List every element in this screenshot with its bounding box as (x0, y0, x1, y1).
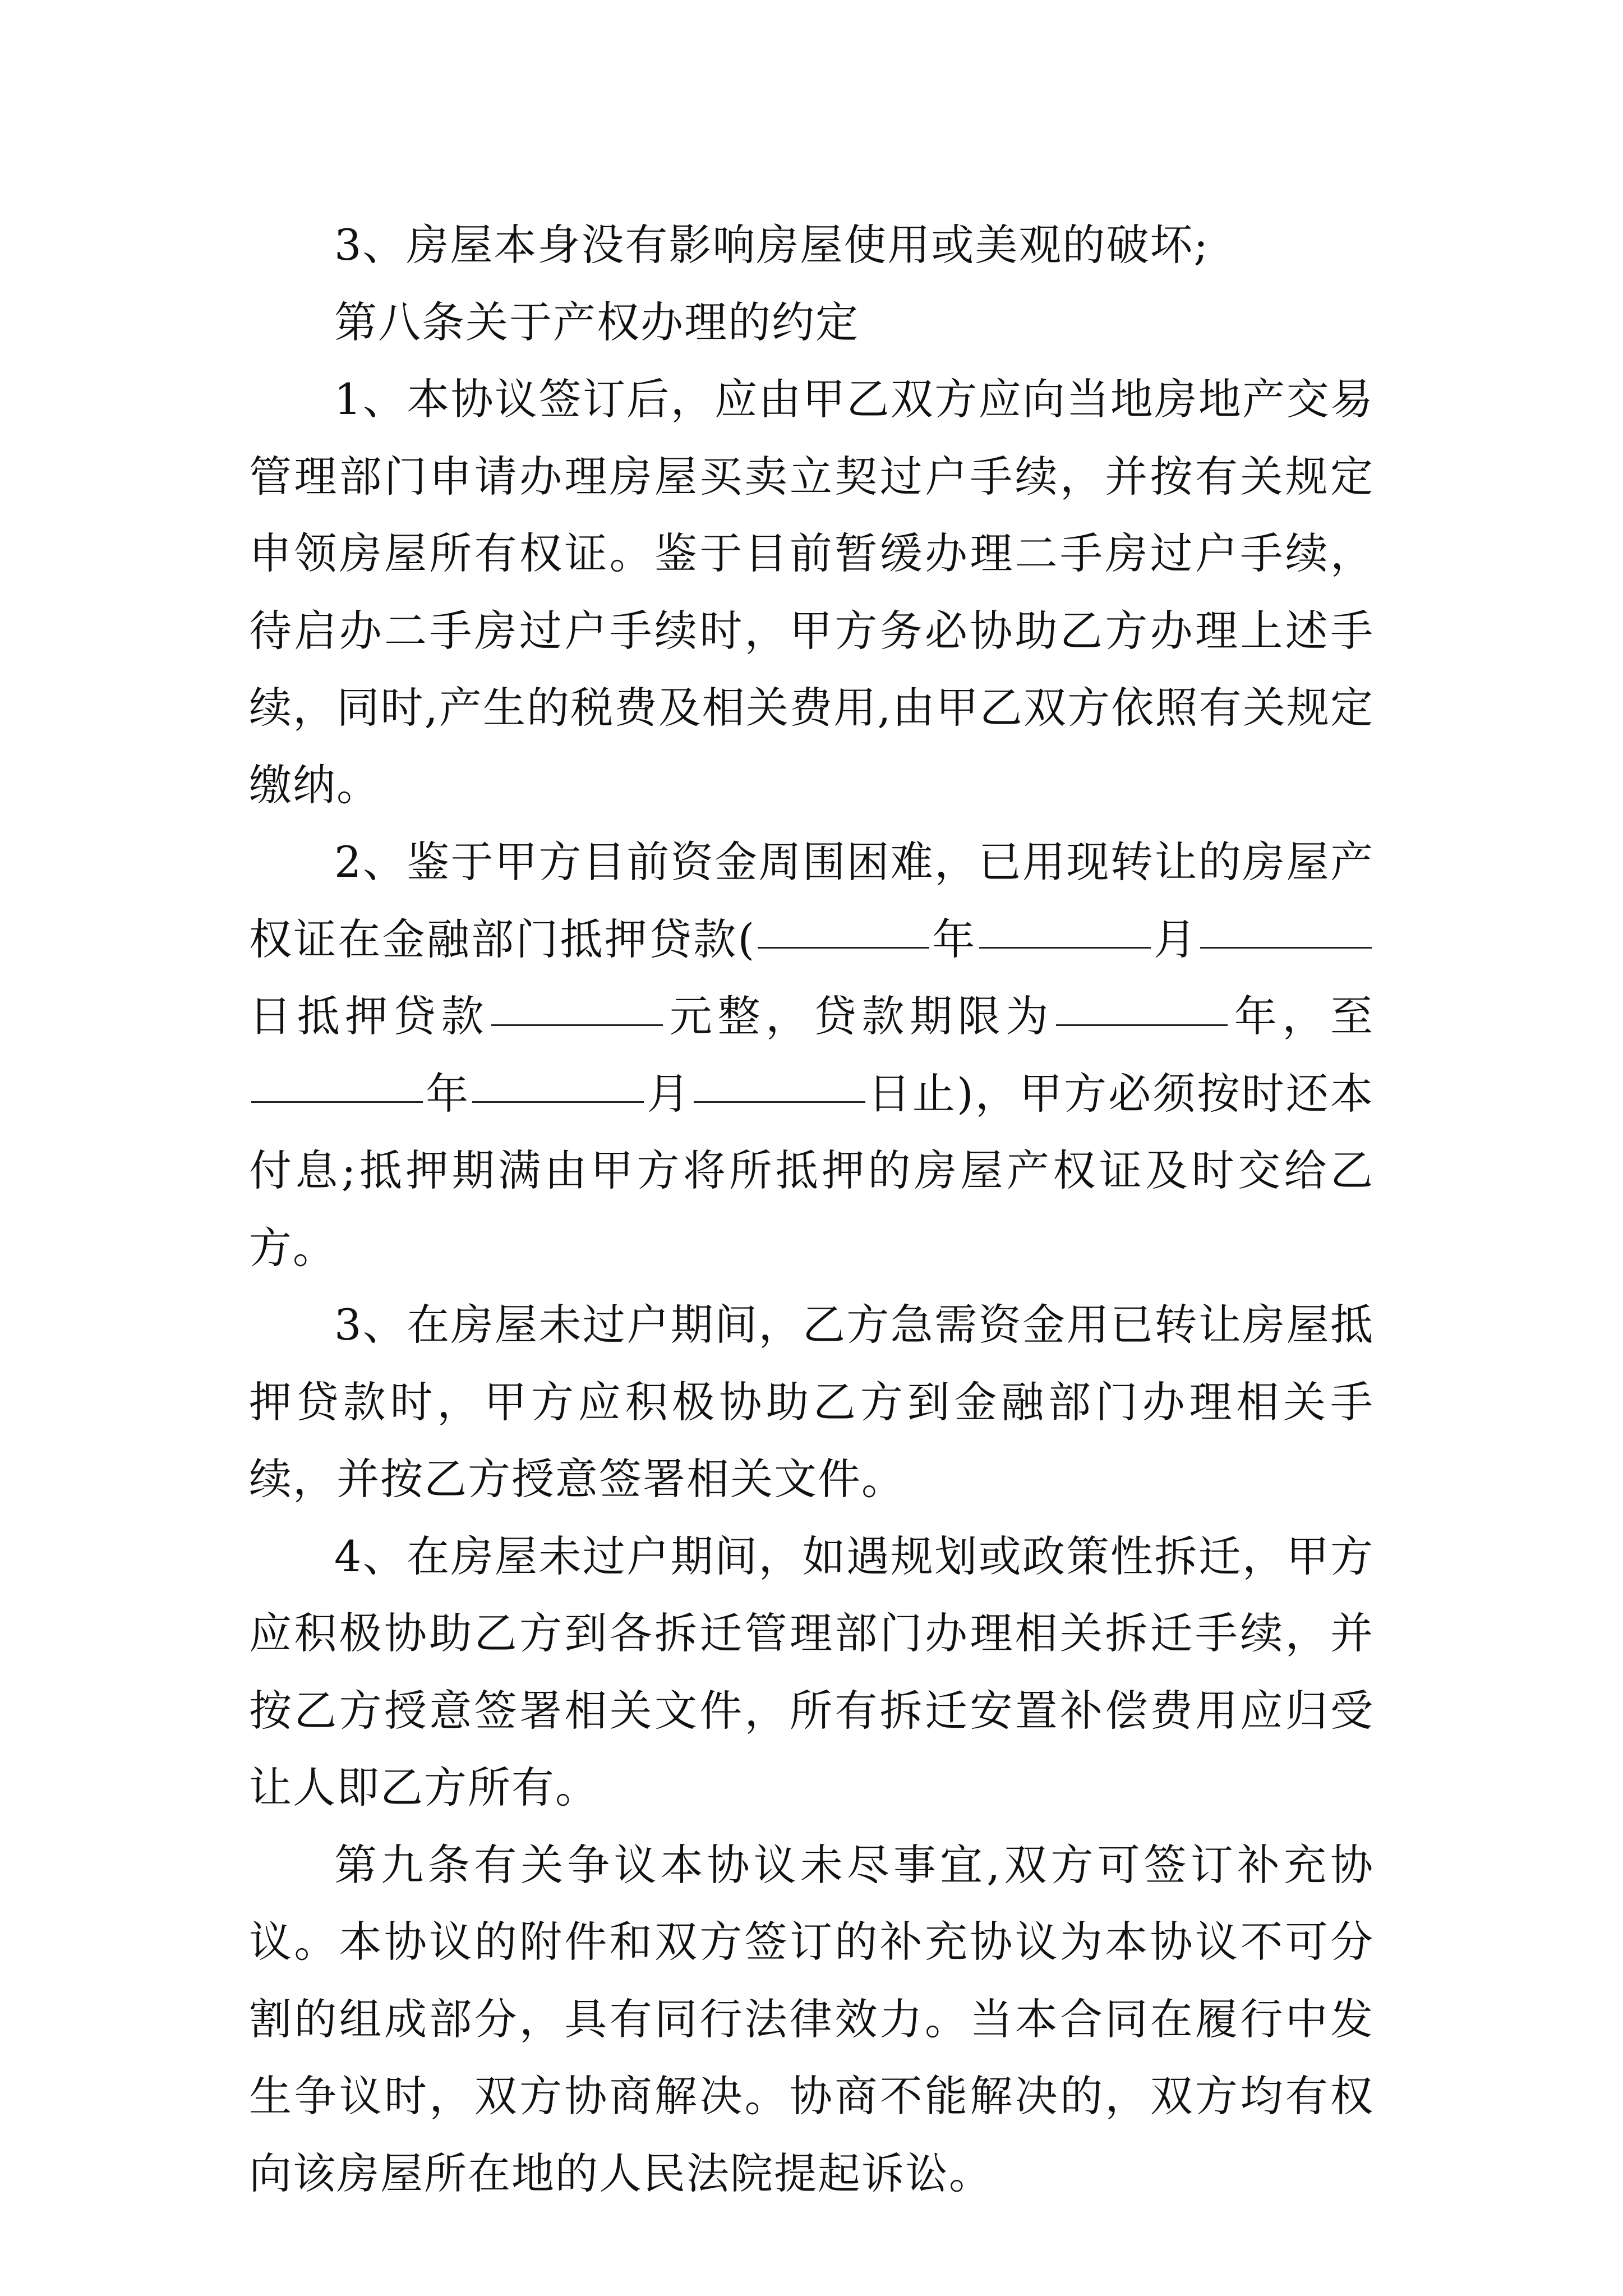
mortgage-text-8: 月 (646, 1068, 691, 1119)
paragraph-item-3-damage: 3、房屋本身没有影响房屋使用或美观的破坏; (334, 220, 1209, 270)
mortgage-text-4: 日抵押贷款 (249, 991, 490, 1041)
blank-field-end-month (472, 1101, 644, 1103)
article-9-disputes: 第九条有关争议本协议未尽事宜,双方可签订补充协议。本协议的附件和双方签订的补充协议为本协议不可分割的组成部分，具有同行法律效力。当本合同在履行中发生争议时，双方协商解决。协商不能解决的，双方均有权向该房屋所在地的人民法院提起诉讼。 (249, 1839, 1374, 2198)
mortgage-text-2: 年 (932, 914, 977, 964)
blank-field-loan-year (758, 947, 929, 949)
mortgage-text-3: 月 (1152, 914, 1198, 964)
blank-field-end-day (694, 1101, 865, 1103)
blank-field-loan-month (979, 947, 1151, 949)
paragraph-item-3-loan: 3、在房屋未过户期间，乙方急需资金用已转让房屋抵押贷款时，甲方应积极协助乙方到金融部门办理相关手续，并按乙方授意签署相关文件。 (249, 1300, 1374, 1504)
mortgage-text-5: 元整，贷款期限为 (665, 991, 1054, 1041)
blank-field-end-year (251, 1101, 423, 1103)
mortgage-text-6: 年，至 (1230, 991, 1375, 1041)
paragraph-item-2-mortgage (249, 823, 1374, 1286)
blank-field-loan-day (1200, 947, 1372, 949)
article-8-heading: 第八条关于产权办理的约定 (334, 297, 859, 347)
paragraph-item-4-demolition: 4、在房屋未过户期间，如遇规划或政策性拆迁，甲方应积极协助乙方到各拆迁管理部门办理相关拆迁手续，并按乙方授意签署相关文件，所有拆迁安置补偿费用应归受让人即乙方所有。 (249, 1531, 1374, 1812)
paragraph-item-1-transfer: 1、本协议签订后，应由甲乙双方应向当地房地产交易管理部门申请办理房屋买卖立契过户手续，并按有关规定申领房屋所有权证。鉴于目前暂缓办理二手房过户手续，待启办二手房过户手续时，甲方务必协助乙方办理上述手续，同时,产生的税费及相关费用,由甲乙双方依照有关规定缴纳。 (249, 374, 1374, 810)
mortgage-text-7: 年 (425, 1068, 471, 1119)
document-body (249, 206, 1374, 2212)
mortgage-text-9: 日止)，甲方必须按时还本付息;抵押期满由甲方将所抵押的房屋产权证及时交给乙方。 (249, 1068, 1375, 1273)
blank-field-term-years (1056, 1024, 1228, 1026)
mortgage-text-1: 2、鉴于甲方目前资金周围困难，已用现转让的房屋产权证在金融部门抵押贷款( (249, 837, 1374, 964)
blank-field-loan-amount (491, 1024, 663, 1026)
